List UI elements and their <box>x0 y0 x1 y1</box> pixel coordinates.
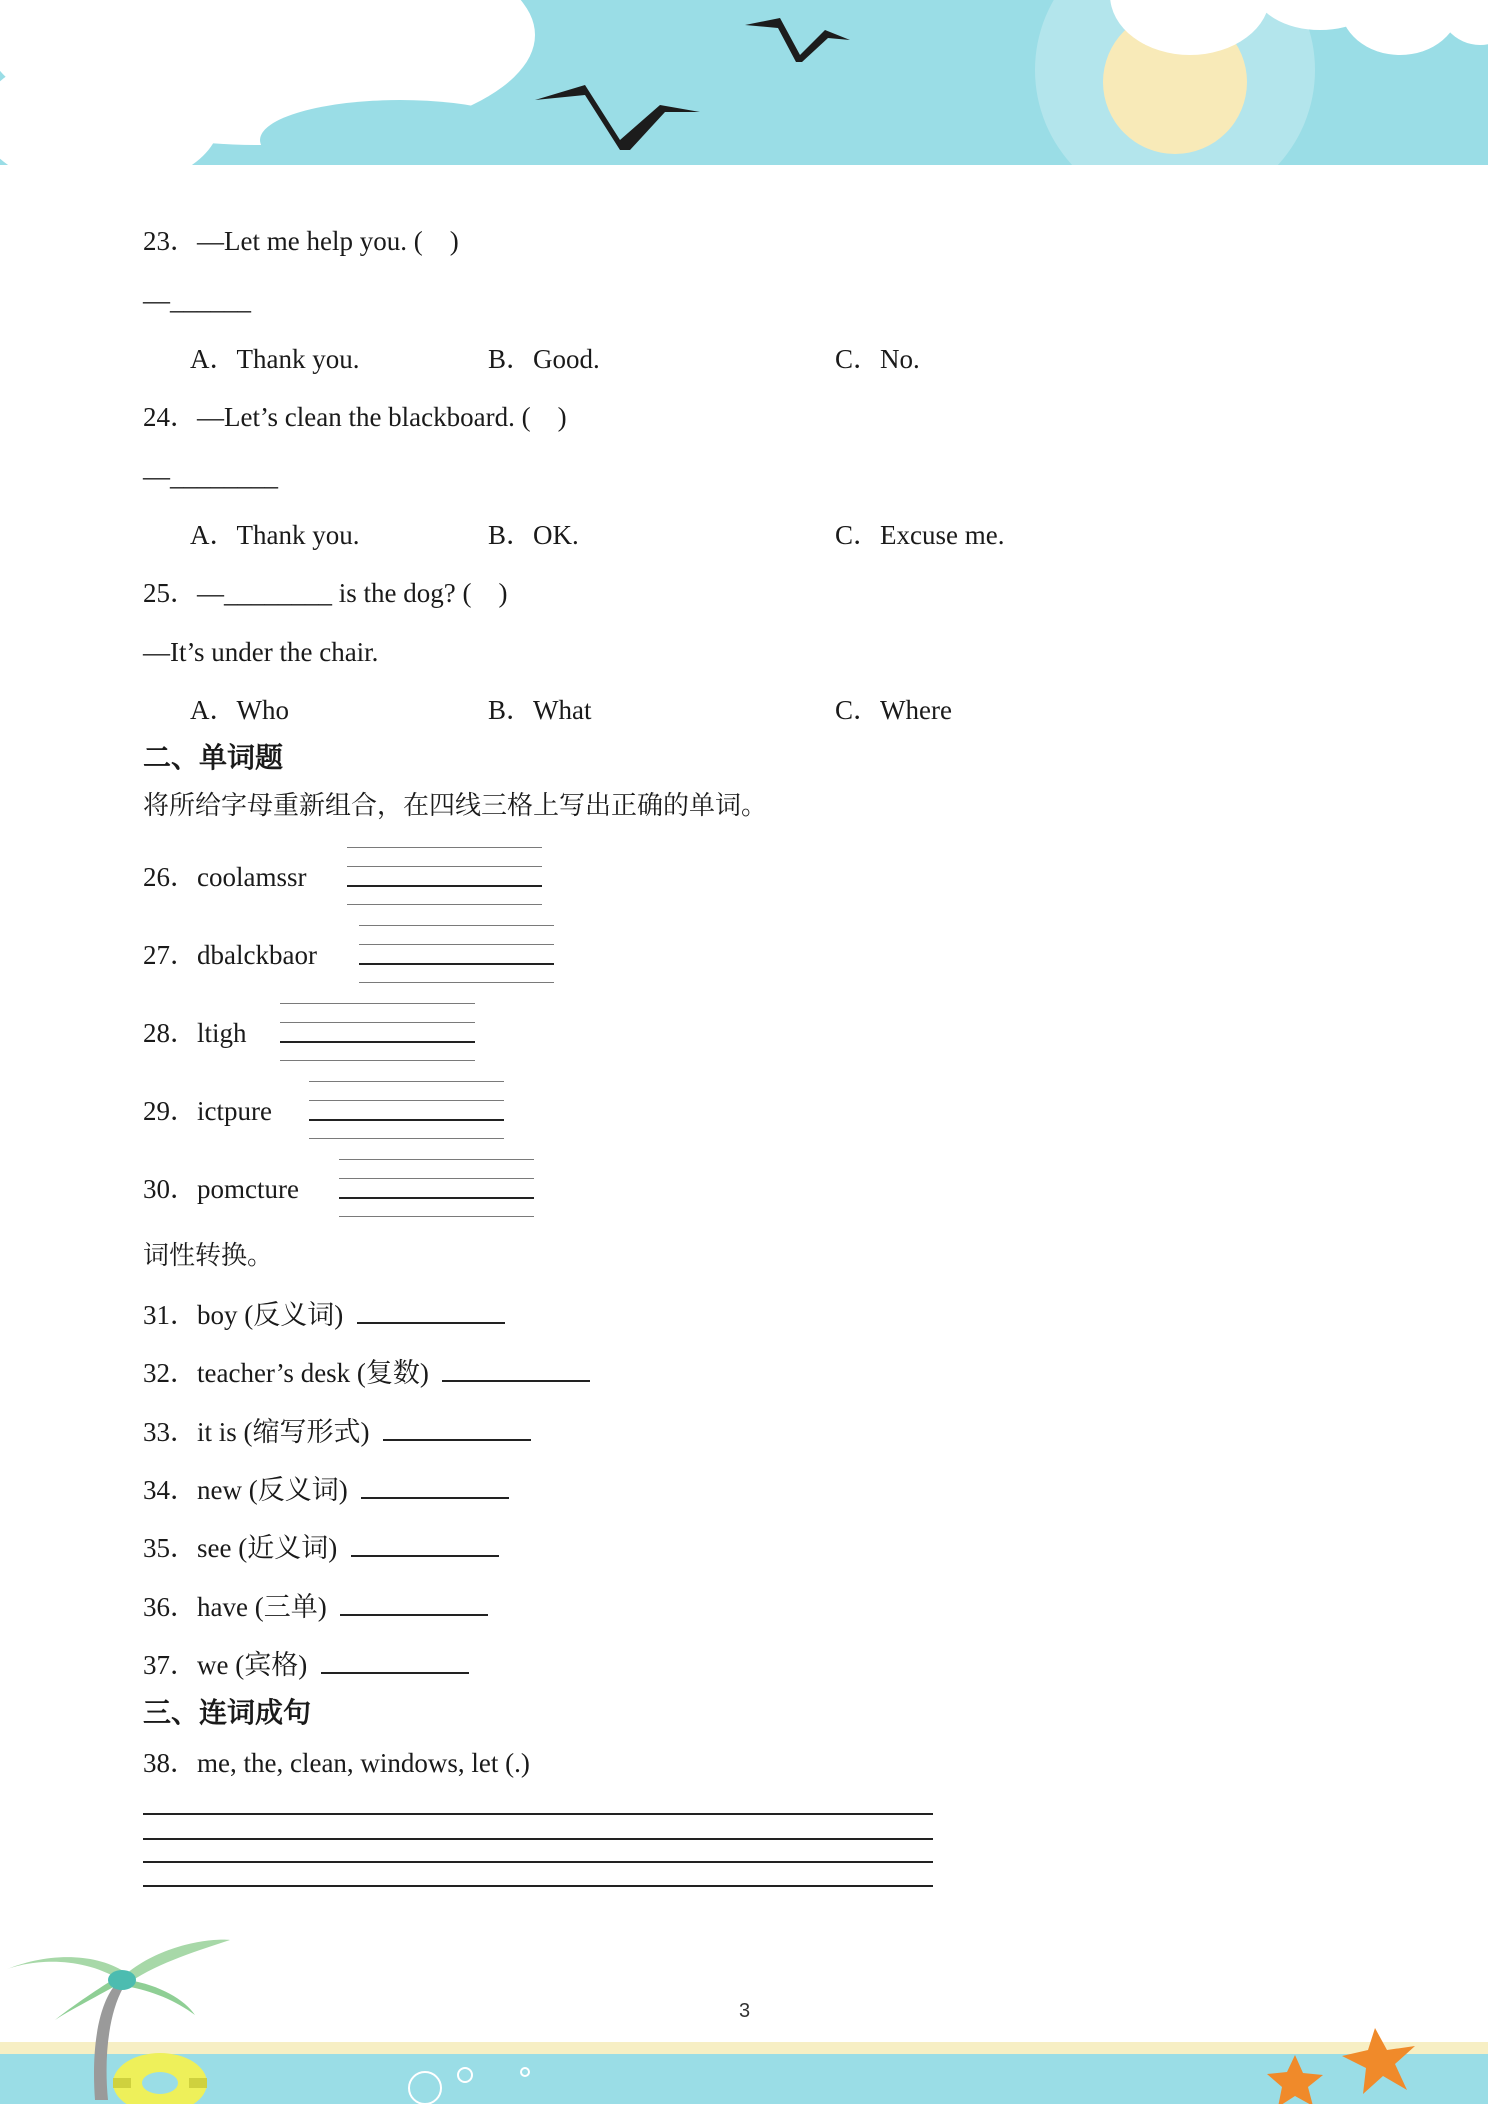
q24-option-b[interactable]: B．OK. <box>488 520 579 550</box>
q24-stem <box>143 404 567 431</box>
q33 <box>143 1419 531 1446</box>
page-number: 3 <box>739 2000 751 2022</box>
question-number: 33． <box>143 1417 197 1447</box>
scrambled-word: ltigh <box>197 1018 247 1048</box>
question-number: 24． <box>143 402 197 432</box>
q25-option-a[interactable]: A．Who <box>190 695 289 725</box>
answer-line-2[interactable] <box>143 1838 933 1840</box>
question-number: 35． <box>143 1533 197 1563</box>
q35 <box>143 1535 499 1562</box>
question-number: 28． <box>143 1018 197 1048</box>
header-banner <box>0 0 1488 170</box>
question-stem: —________ is the dog? ( ) <box>197 578 508 608</box>
four-line-grid-q30[interactable] <box>339 1159 534 1217</box>
answer-line-1[interactable] <box>143 1813 933 1815</box>
q24-option-c[interactable]: C．Excuse me. <box>835 520 1005 550</box>
q26-prompt <box>143 864 306 891</box>
question-number: 37． <box>143 1650 197 1680</box>
four-line-grid-q28[interactable] <box>280 1003 475 1061</box>
question-number: 38． <box>143 1748 197 1778</box>
q25-option-b[interactable]: B．What <box>488 695 592 725</box>
four-line-grid-q29[interactable] <box>309 1081 504 1139</box>
answer-blank[interactable] <box>383 1438 531 1441</box>
q23-stem <box>143 228 459 255</box>
q36 <box>143 1594 488 1621</box>
question-text: me, the, clean, windows, let (.) <box>197 1748 530 1778</box>
q34 <box>143 1477 509 1504</box>
question-text: have (三单) <box>197 1592 327 1622</box>
answer-blank[interactable] <box>361 1496 509 1499</box>
scrambled-word: dbalckbaor <box>197 940 317 970</box>
scrambled-word: coolamssr <box>197 862 307 892</box>
q27-prompt <box>143 942 317 969</box>
answer-blank[interactable] <box>321 1671 469 1674</box>
q23-reply: —______ <box>143 285 251 315</box>
question-number: 29． <box>143 1096 197 1126</box>
q24-reply: —________ <box>143 461 278 491</box>
answer-line-4[interactable] <box>143 1885 933 1887</box>
question-text: boy (反义词) <box>197 1300 344 1330</box>
four-line-grid-q27[interactable] <box>359 925 554 983</box>
q38-prompt <box>143 1750 530 1777</box>
q32 <box>143 1360 590 1387</box>
q23-option-c[interactable]: C．No. <box>835 344 920 374</box>
question-text: teacher’s desk (复数) <box>197 1358 429 1388</box>
question-text: new (反义词) <box>197 1475 348 1505</box>
question-text: see (近义词) <box>197 1533 338 1563</box>
section2-instruction-2: 词性转换。 <box>143 1241 274 1270</box>
answer-blank[interactable] <box>442 1379 590 1382</box>
q31 <box>143 1302 505 1329</box>
four-line-grid-q26[interactable] <box>347 847 542 905</box>
q23-option-b[interactable]: B．Good. <box>488 344 600 374</box>
question-number: 26． <box>143 862 197 892</box>
q24-option-a[interactable]: A．Thank you. <box>190 520 360 550</box>
question-stem: —Let’s clean the blackboard. ( ) <box>197 402 567 432</box>
section2-title: 二、单词题 <box>143 743 284 774</box>
question-number: 34． <box>143 1475 197 1505</box>
answer-blank[interactable] <box>357 1321 505 1324</box>
q37 <box>143 1652 469 1679</box>
answer-blank[interactable] <box>351 1554 499 1557</box>
scrambled-word: pomcture <box>197 1174 299 1204</box>
q25-stem <box>143 580 507 607</box>
q28-prompt <box>143 1020 247 1047</box>
q25-reply: —It’s under the chair. <box>143 637 379 667</box>
q29-prompt <box>143 1098 272 1125</box>
answer-line-3[interactable] <box>143 1861 933 1863</box>
section3-title: 三、连词成句 <box>143 1698 312 1729</box>
question-number: 30． <box>143 1174 197 1204</box>
scrambled-word: ictpure <box>197 1096 272 1126</box>
question-text: we (宾格) <box>197 1650 308 1680</box>
question-text: it is (缩写形式) <box>197 1417 370 1447</box>
question-number: 23． <box>143 226 197 256</box>
question-number: 32． <box>143 1358 197 1388</box>
question-number: 27． <box>143 940 197 970</box>
section2-instruction: 将所给字母重新组合，在四线三格上写出正确的单词。 <box>143 791 768 820</box>
q23-option-a[interactable]: A．Thank you. <box>190 344 360 374</box>
q30-prompt <box>143 1176 299 1203</box>
q25-option-c[interactable]: C．Where <box>835 695 952 725</box>
question-number: 25． <box>143 578 197 608</box>
question-number: 31． <box>143 1300 197 1330</box>
answer-blank[interactable] <box>340 1613 488 1616</box>
question-stem: —Let me help you. ( ) <box>197 226 459 256</box>
question-number: 36． <box>143 1592 197 1622</box>
